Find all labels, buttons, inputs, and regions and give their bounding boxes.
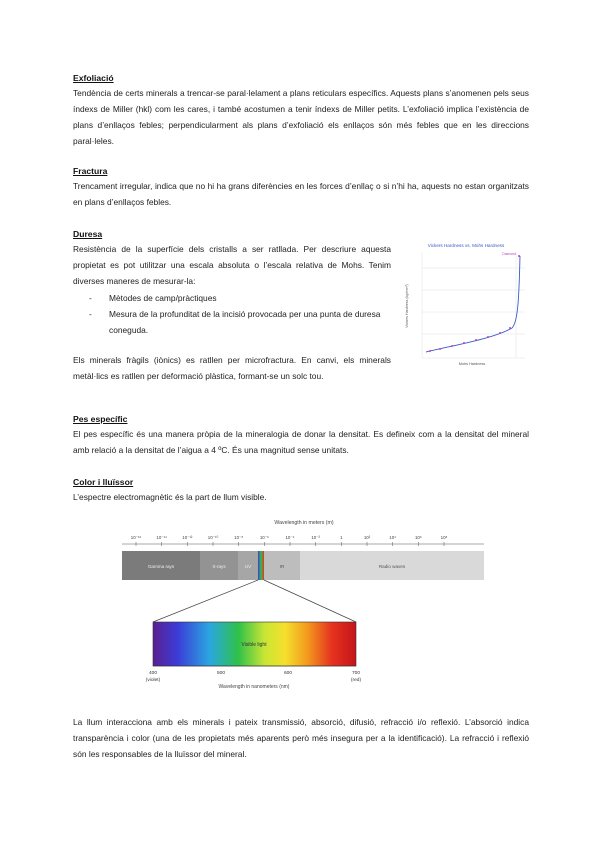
top-tick: 10⁻¹⁰ [207, 535, 219, 540]
top-tick: 10⁻¹⁴ [156, 535, 167, 540]
band-label-ir: IR [279, 564, 285, 569]
chart-ylabel: Vickers Hardness (kg/mm²) [405, 284, 409, 328]
top-tick: 10⁻⁶ [259, 535, 269, 540]
heading-fractura: Fractura [73, 166, 108, 176]
zoom-line-right [264, 580, 356, 622]
top-tick: 1 [340, 535, 343, 540]
chart-title: Vickers Hardness vs. Mohs Hardness [427, 243, 505, 248]
top-tick: 10⁴ [389, 535, 397, 540]
spectrum-figure [116, 514, 484, 694]
heading-exfoliacio: Exfoliació [73, 73, 114, 83]
bullet-text: Mesura de la profunditat de la incisió provocada per una punta de duresa coneguda. [109, 309, 381, 335]
band-label-xray: X-rays [212, 564, 226, 569]
visible-light-label: Visible light [241, 642, 267, 648]
top-tick: 10⁻¹⁶ [130, 535, 142, 540]
bottom-tick: 500 [216, 671, 226, 676]
paragraph-duresa-2: Els minerals fràgils (iònics) es ratllen per microfractura. En canvi, els minerals metàl·lics es ratllen per deformació plàstica, formant-se un solc tou. [73, 355, 391, 381]
data-point [463, 342, 465, 344]
hardness-chart [400, 238, 530, 368]
spectrum-bottom-axis-label: Wavelength in nanometers (nm) [218, 684, 290, 690]
data-point [429, 350, 431, 352]
band-label-uv: UV [244, 564, 252, 569]
data-point [451, 345, 453, 347]
data-point [509, 327, 511, 329]
top-tick: 10⁻⁸ [234, 535, 244, 540]
spectrum-top-axis-label: Wavelength in meters (m) [274, 520, 334, 526]
bullet-text: Mètodes de camp/pràctiques [109, 293, 217, 303]
data-point [487, 336, 489, 338]
top-tick: 10⁸ [440, 535, 448, 540]
zoom-line-left [153, 580, 258, 622]
top-tick: 10² [363, 535, 371, 540]
heading-pes: Pes específic [73, 414, 128, 424]
paragraph-fractura: Trencament irregular, indica que no hi ha grans diferències en les forces d’enllaç o si n’hi ha, aquests no estan organitzats en plans d’enllaços febles. [73, 181, 529, 207]
paragraph-duresa: Resistència de la superfície dels cristalls a ser ratllada. Per descriure aquesta propietat es pot utilitzar una escala absoluta o l’escala relativa de Mohs. Tenim diverses maneres de mesurar-la: [73, 244, 391, 286]
heading-color: Color i lluïssor [73, 477, 134, 487]
data-point [499, 332, 501, 334]
band-visible [258, 551, 264, 580]
band-label-radio: Radio waves [378, 564, 406, 569]
bottom-sub-violet: (violet) [145, 678, 161, 683]
top-tick: 10⁶ [414, 535, 422, 540]
paragraph-exfoliacio: Tendència de certs minerals a trencar-se paral·lelament a plans reticulars específics. Aquests plans s’anomenen pels seus índexs de Miller (hkl) com les cares, i també acostumen a tenir índexs de Miller petits. L’exfoliació implica l’existència de plans d’enllaços febles; perpendicularment als plans d’exfoliació els enllaços són més febles que en les direccions paral·leles. [73, 88, 529, 146]
paragraph-pes: El pes específic és una manera pròpia de la mineralogia de donar la densitat. Es defineix com a la densitat del mineral amb relació a la densitat de l’aigua a 4 ºC. És una magnitud sense unitats. [73, 429, 529, 455]
heading-duresa: Duresa [73, 229, 103, 239]
chart-xlabel: Mohs Hardness [458, 362, 486, 366]
bottom-tick: 600 [283, 671, 293, 676]
spectrum-top-ticks [131, 535, 448, 546]
bottom-sub-red: (red) [350, 678, 362, 683]
bottom-tick: 700 [351, 671, 361, 676]
data-point [518, 255, 520, 257]
spectrum-bottom-ticks [146, 670, 362, 683]
top-tick: 10⁻⁴ [285, 535, 295, 540]
top-tick: 10⁻² [311, 535, 321, 540]
data-point [439, 348, 441, 350]
data-point [475, 339, 477, 341]
paragraph-color-2: La llum interacciona amb els minerals i pateix transmissió, absorció, difusió, refracció i/o reflexió. L’absorció indica transparència i color (una de les propietats més aparents però més insegura per a la identificació). La refracció i reflexió són les responsables de la lluïssor del mineral. [73, 717, 529, 759]
chart-top-label: Diamond [502, 252, 516, 256]
bottom-tick: 400 [148, 671, 158, 676]
band-label-gamma: Gamma rays [147, 564, 175, 569]
top-tick: 10⁻¹² [182, 535, 193, 540]
paragraph-color: L’espectre electromagnètic és la part de llum visible. [73, 492, 267, 502]
